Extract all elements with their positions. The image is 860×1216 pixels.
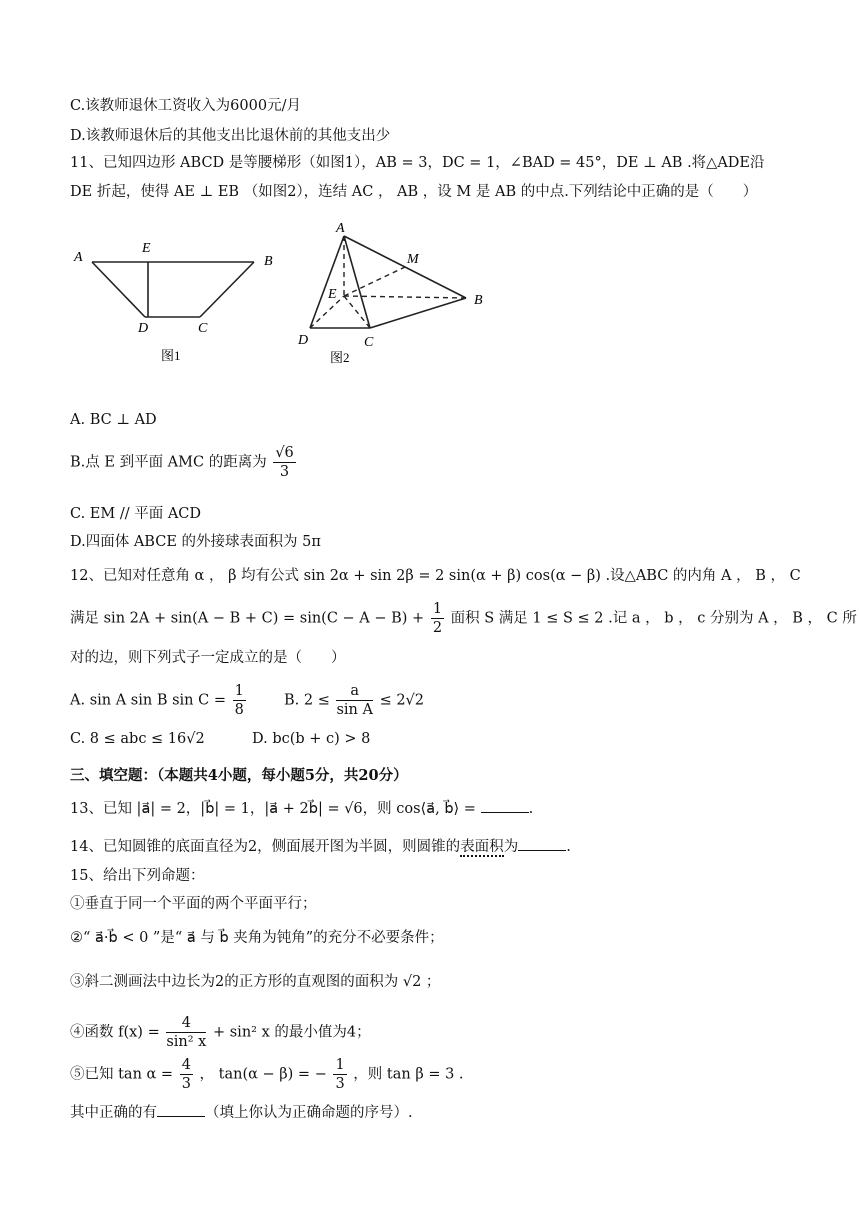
q15-p5-numerator-1: 4 [181, 1057, 191, 1073]
q12-option-a-numerator: 1 [234, 683, 244, 699]
q15-answer-blank[interactable] [157, 1102, 205, 1117]
q15-proposition-3: ③斜二测画法中边长为2的正方形的直观图的面积为 √2 ； [70, 974, 441, 990]
fig1-label-c: C [198, 321, 208, 336]
q11-stem-line1: 11、已知四边形 ABCD 是等腰梯形（如图1），AB = 3，DC = 1，∠BAD = 45°，DE ⊥ AB .将△ADE沿 [70, 155, 765, 171]
q11-option-d: D.四面体 ABCE 的外接球表面积为 5π [70, 534, 321, 550]
section-3-heading: 三、填空题：（本题共4小题，每小题5分，共20分） [70, 767, 408, 784]
q15-intro: 15、给出下列命题： [70, 868, 205, 884]
q14-end: . [566, 839, 571, 855]
q15-p5-denominator-2: 3 [335, 1076, 345, 1092]
fig1-label-d: D [138, 321, 149, 336]
q12-option-b-post: ≤ 2√2 [379, 692, 425, 709]
fig2-label-m: M [407, 252, 419, 267]
q12-line2-numerator: 1 [432, 601, 443, 617]
fig2-label-d: D [298, 333, 309, 348]
q15-question [70, 1102, 413, 1123]
q12-line2-post: 面积 S 满足 1 ≤ S ≤ 2 .记 a ， b ， c 分别为 A ， B ， C 所 [450, 610, 857, 627]
fig2-caption: 图2 [330, 350, 350, 365]
q14-post: 为 [503, 839, 519, 855]
q15-proposition-1: ①垂直于同一个平面的两个平面平行； [70, 896, 317, 912]
q11-option-a: A. BC ⊥ AD [70, 412, 157, 428]
q12-option-a [70, 682, 248, 719]
fig2-label-b: B [474, 293, 483, 308]
q13-answer-blank[interactable] [481, 798, 529, 813]
q15-p4-post: + sin² x 的最小值为4； [212, 1024, 371, 1041]
q12-option-d: D. bc(b + c) > 8 [252, 731, 371, 747]
q12-option-a-pre: A. sin A sin B sin C = [70, 692, 226, 709]
q15-p5-post: ，则 tan β = 3 . [353, 1066, 464, 1083]
q11-figure-2 [290, 218, 500, 370]
fig1-caption: 图1 [161, 348, 181, 363]
q11-option-b-text: B.点 E 到平面 AMC 的距离为 [70, 454, 267, 471]
q15-ask-pre: 其中正确的有 [70, 1105, 157, 1121]
q15-p5-denominator-1: 3 [181, 1076, 191, 1092]
q15-p5-numerator-2: 1 [335, 1057, 345, 1073]
q12-stem-line3: 对的边，则下列式子一定成立的是（ ） [70, 650, 346, 666]
q12-option-b-fraction [336, 682, 373, 719]
q12-option-a-denominator: 8 [234, 702, 244, 718]
q11-option-b-denominator: 3 [279, 464, 290, 480]
q15-proposition-5 [70, 1056, 464, 1093]
q14-answer-blank[interactable] [518, 836, 566, 851]
q13 [70, 798, 533, 819]
q15-proposition-2: ②“ a⃗·b⃗ < 0 ”是“ a⃗ 与 b⃗ 夹角为钝角”的充分不必要条件； [70, 930, 444, 946]
q14-pre: 14、已知圆锥的底面直径为2，侧面展开图为半圆，则圆锥的 [70, 839, 461, 855]
q15-p5-fraction-2 [333, 1056, 346, 1093]
q13-end: . [528, 801, 534, 817]
q11-option-b-numerator: √6 [275, 445, 294, 461]
q15-p4-pre: ④函数 f(x) = [70, 1024, 160, 1041]
q11-option-b-fraction [273, 444, 295, 481]
q12-line2-fraction [431, 600, 444, 637]
q14-emphasis: 表面积 [460, 839, 504, 855]
prev-option-c: C.该教师退休工资收入为6000元/月 [70, 98, 301, 114]
fig1-label-e: E [142, 241, 151, 256]
q15-p4-numerator: 4 [166, 1014, 206, 1033]
q12-option-b-pre: B. 2 ≤ [284, 692, 330, 709]
q11-figure-1 [70, 236, 290, 376]
q12-option-a-fraction [233, 682, 246, 719]
q12-option-b-numerator: a [336, 682, 373, 701]
fig2-label-c: C [364, 335, 374, 350]
q15-p5-fraction-1 [180, 1056, 193, 1093]
q15-p4-fraction [166, 1014, 206, 1051]
q15-p4-denominator: sin² x [166, 1034, 207, 1050]
fig1-label-b: B [264, 254, 273, 269]
fig1-label-a: A [74, 250, 83, 265]
q12-stem-line2 [70, 600, 857, 637]
q12-stem-line1: 12、已知对任意角 α ， β 均有公式 sin 2α + sin 2β = 2 sin(α + β) cos(α − β) .设△ABC 的内角 A ， B ， C [70, 568, 801, 584]
q11-stem-line2: DE 折起，使得 AE ⊥ EB （如图2），连结 AC ， AB ，设 M 是 AB 的中点.下列结论中正确的是（ ） [70, 184, 758, 200]
fig2-label-a: A [336, 221, 345, 236]
q13-text: 13、已知 |a⃗| = 2，|b⃗| = 1，|a⃗ + 2b⃗| = √6，则 cos⟨a⃗, b⃗⟩ = [70, 801, 476, 817]
fig2-label-e: E [328, 287, 337, 302]
q12-option-b [284, 682, 424, 719]
q15-ask-post: （填上你认为正确命题的序号）. [205, 1105, 413, 1121]
q15-proposition-4 [70, 1014, 371, 1051]
q12-option-c: C. 8 ≤ abc ≤ 16√2 [70, 731, 205, 747]
prev-option-d: D.该教师退休后的其他支出比退休前的其他支出少 [70, 128, 391, 144]
q14 [70, 836, 571, 857]
q12-line2-denominator: 2 [432, 620, 443, 636]
q15-p5-pre: ⑤已知 tan α = [70, 1066, 174, 1083]
q15-p5-mid: ， tan(α − β) = − [199, 1066, 327, 1083]
q12-line2-pre: 满足 sin 2A + sin(A − B + C) = sin(C − A − B) + [70, 610, 425, 627]
q12-option-b-denominator: sin A [336, 702, 373, 718]
q11-option-b [70, 444, 298, 481]
q11-option-c: C. EM // 平面 ACD [70, 506, 202, 522]
